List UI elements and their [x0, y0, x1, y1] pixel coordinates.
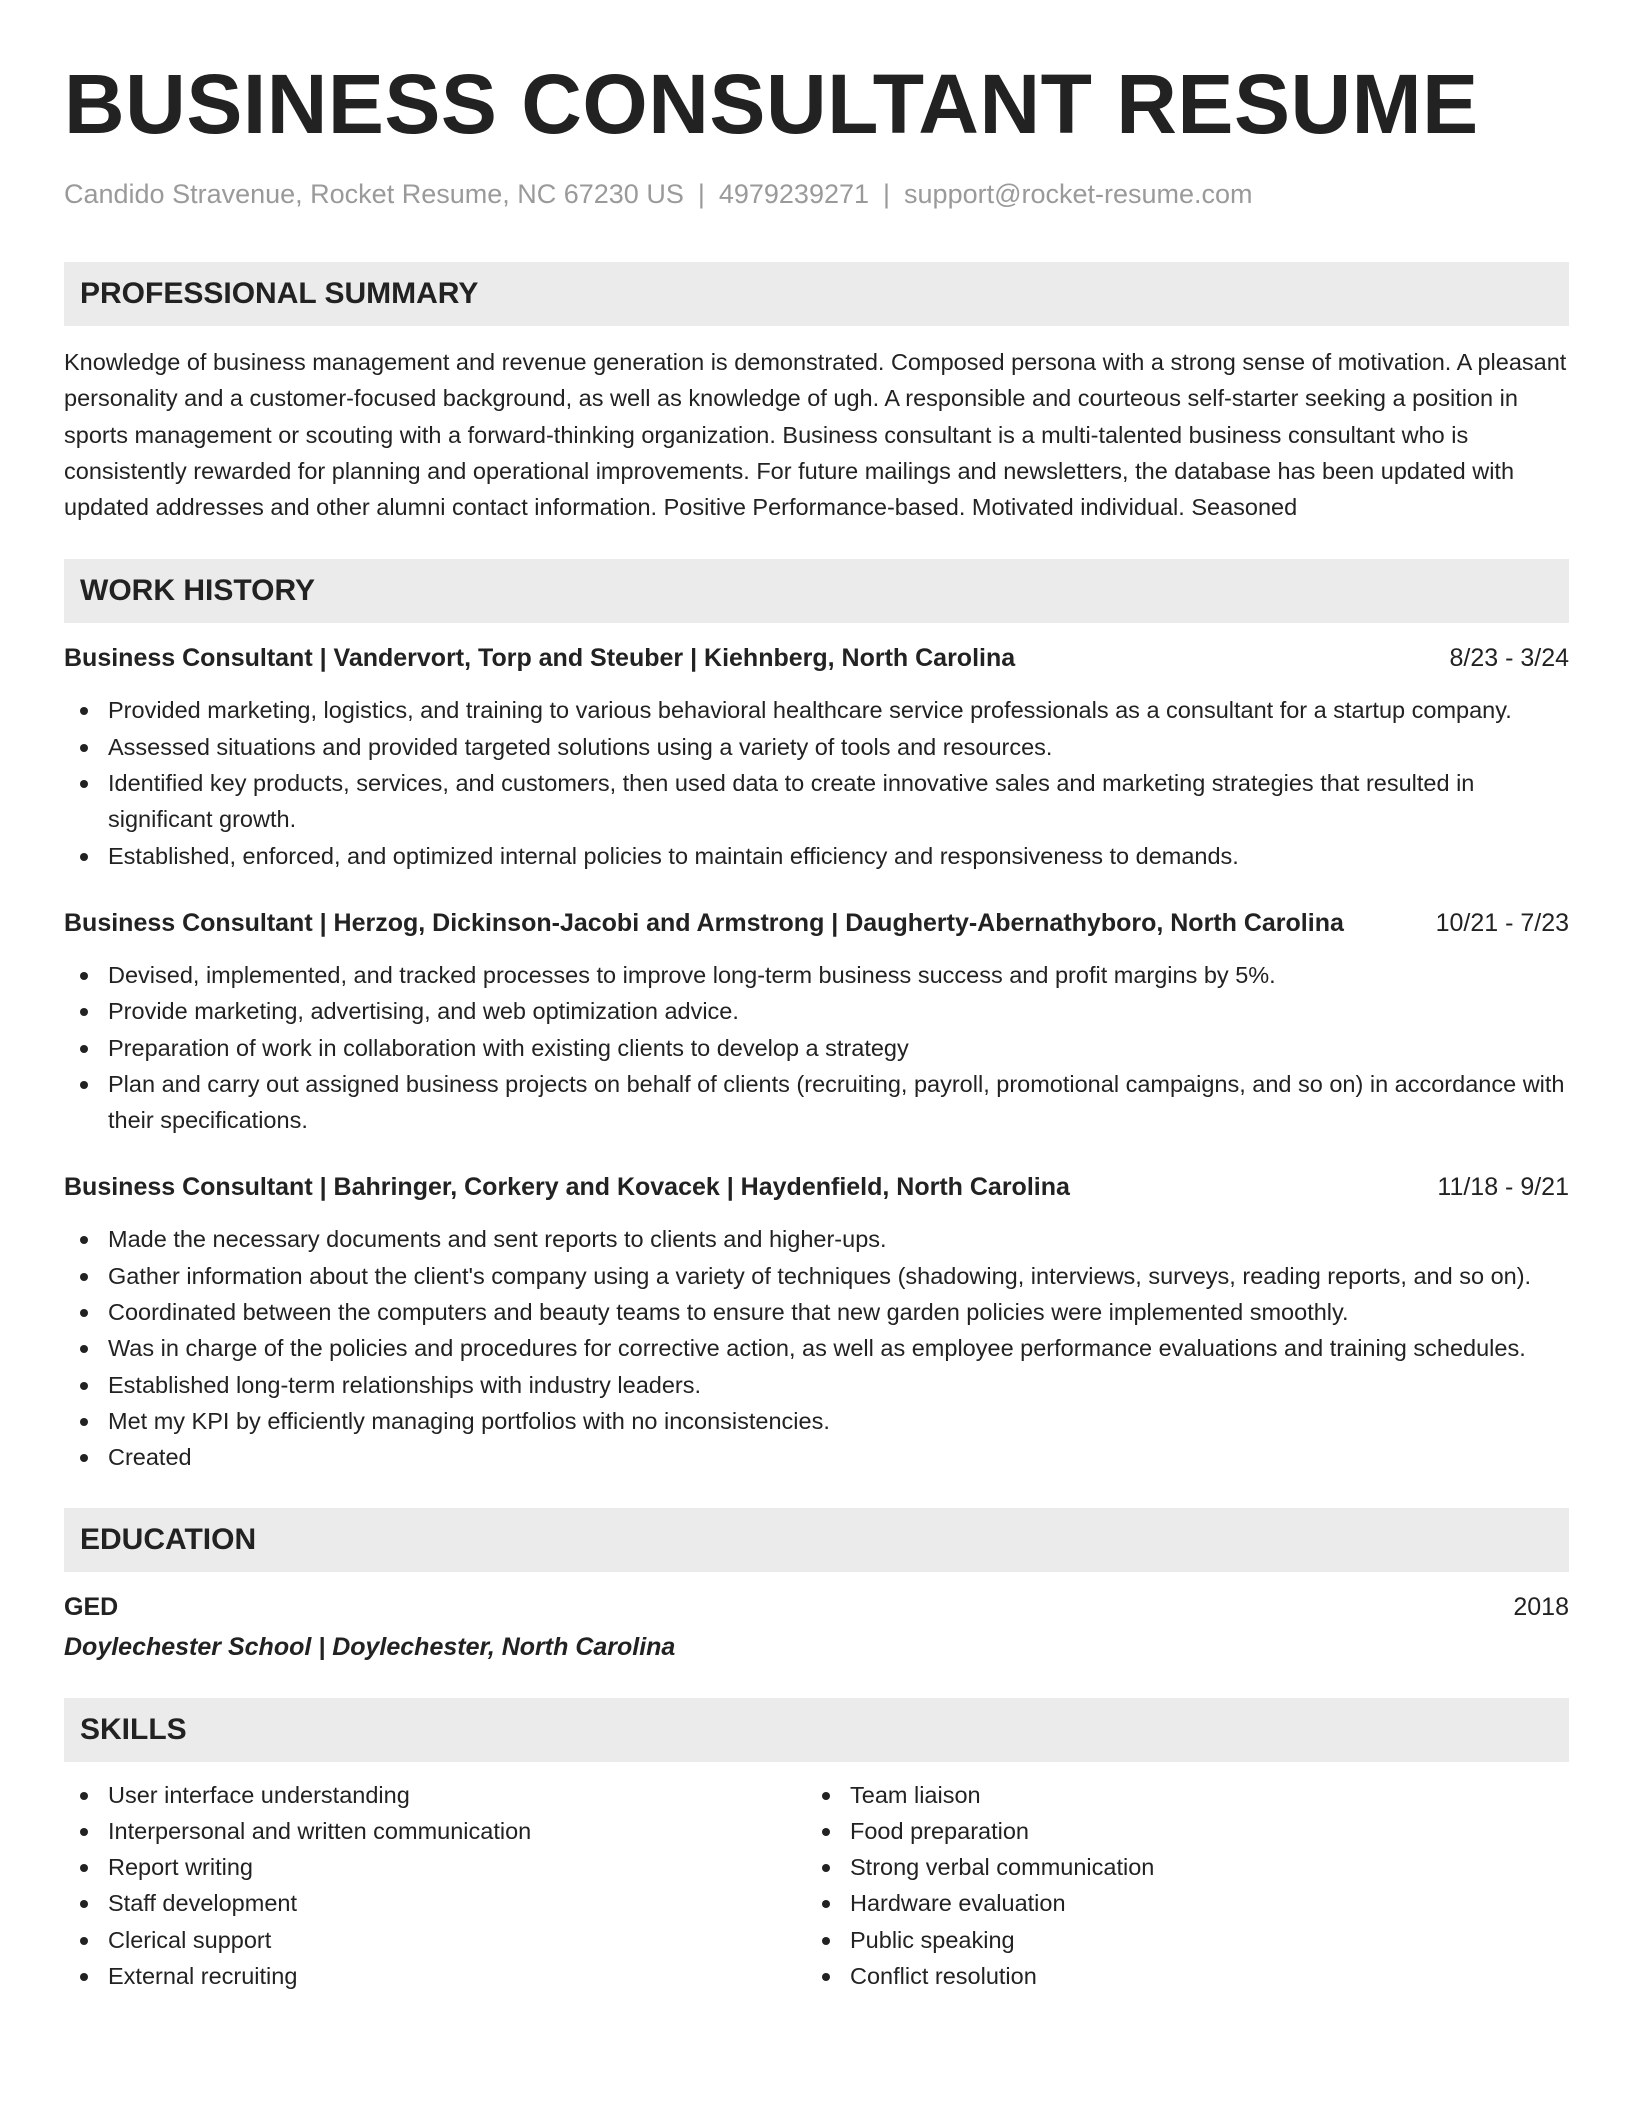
job-header: [64, 906, 1569, 940]
job-entry: [64, 641, 1569, 873]
job-bullet-list: [64, 1221, 1569, 1475]
summary-heading: PROFESSIONAL SUMMARY: [64, 262, 1569, 326]
skills-columns: [64, 1777, 1569, 1995]
skill-item: Hardware evaluation: [806, 1885, 1548, 1921]
skill-item: Clerical support: [64, 1922, 806, 1958]
summary-text: Knowledge of business management and revenue generation is demonstrated. Composed persona with a strong sense of motivation. A pleasant personality and a customer-focused background, as well as knowledge of ugh. A responsible and courteous self-starter seeking a position in sports management or scouting with a forward-thinking organization. Business consultant is a multi-talented business consultant who is consistently rewarded for planning and operational improvements. For future mailings and newsletters, the database has been updated with updated addresses and other alumni contact information. Positive Performance-based. Motivated individual. Seasoned: [64, 349, 1567, 521]
work-history-heading: WORK HISTORY: [64, 559, 1569, 623]
job-dates: 8/23 - 3/24: [1449, 644, 1569, 673]
skills-list: [64, 1777, 806, 1995]
contact-separator: |: [697, 179, 705, 209]
education-year: 2018: [1513, 1592, 1569, 1621]
skills-list: [806, 1777, 1548, 1995]
job-bullet: Provide marketing, advertising, and web optimization advice.: [64, 993, 1569, 1029]
education-header: [64, 1590, 1569, 1624]
skill-item: Food preparation: [806, 1813, 1548, 1849]
skill-item: Team liaison: [806, 1777, 1548, 1813]
job-dates: 11/18 - 9/21: [1437, 1173, 1569, 1202]
job-bullet-list: [64, 692, 1569, 873]
contact-separator: |: [883, 179, 891, 209]
job-header: [64, 1170, 1569, 1204]
skill-item: Report writing: [64, 1849, 806, 1885]
skills-column-right: [806, 1777, 1548, 1995]
job-bullet: Made the necessary documents and sent reports to clients and higher-ups.: [64, 1221, 1569, 1257]
skill-item: User interface understanding: [64, 1777, 806, 1813]
job-entry: [64, 1170, 1569, 1475]
job-title: Business Consultant | Vandervort, Torp and Steuber | Kiehnberg, North Carolina: [64, 644, 1016, 673]
page-title: BUSINESS CONSULTANT RESUME: [64, 57, 1479, 151]
contact-email: support@rocket-resume.com: [904, 179, 1253, 209]
skills-heading: SKILLS: [64, 1698, 1569, 1762]
skill-item: External recruiting: [64, 1958, 806, 1994]
job-bullet: Coordinated between the computers and beauty teams to ensure that new garden policies were implemented smoothly.: [64, 1294, 1569, 1330]
contact-line: [64, 178, 1569, 210]
job-bullet: Created: [64, 1439, 1569, 1475]
job-header: [64, 641, 1569, 675]
skills-column-left: [64, 1777, 806, 1995]
resume-page: [64, 58, 1569, 1994]
education-heading: EDUCATION: [64, 1508, 1569, 1572]
job-title: Business Consultant | Bahringer, Corkery and Kovacek | Haydenfield, North Carolina: [64, 1173, 1070, 1202]
skill-item: Interpersonal and written communication: [64, 1813, 806, 1849]
education-degree: GED: [64, 1592, 119, 1621]
job-bullet: Plan and carry out assigned business projects on behalf of clients (recruiting, payroll, promotional campaigns, and so on) in accordance with their specifications.: [64, 1066, 1569, 1139]
job-dates: 10/21 - 7/23: [1435, 908, 1569, 937]
skill-item: Staff development: [64, 1885, 806, 1921]
contact-phone: 4979239271: [718, 179, 870, 209]
job-bullet: Met my KPI by efficiently managing portfolios with no inconsistencies.: [64, 1403, 1569, 1439]
job-bullet: Assessed situations and provided targeted solutions using a variety of tools and resources.: [64, 729, 1569, 765]
job-title: Business Consultant | Herzog, Dickinson-Jacobi and Armstrong | Daugherty-Abernathyboro, North Carolina: [64, 908, 1344, 937]
job-bullet: Devised, implemented, and tracked processes to improve long-term business success and profit margins by 5%.: [64, 957, 1569, 993]
skill-item: Strong verbal communication: [806, 1849, 1548, 1885]
job-bullet: Identified key products, services, and customers, then used data to create innovative sales and marketing strategies that resulted in significant growth.: [64, 765, 1569, 838]
contact-address: Candido Stravenue, Rocket Resume, NC 67230 US: [64, 179, 684, 209]
job-bullet: Established long-term relationships with industry leaders.: [64, 1367, 1569, 1403]
job-bullet: Preparation of work in collaboration with existing clients to develop a strategy: [64, 1030, 1569, 1066]
skill-item: Conflict resolution: [806, 1958, 1548, 1994]
skill-item: Public speaking: [806, 1922, 1548, 1958]
job-bullet: Provided marketing, logistics, and training to various behavioral healthcare service professionals as a consultant for a startup company.: [64, 692, 1569, 728]
education-school: Doylechester School | Doylechester, North Carolina: [64, 1632, 676, 1661]
job-bullet: Established, enforced, and optimized internal policies to maintain efficiency and responsiveness to demands.: [64, 838, 1569, 874]
job-entry: [64, 906, 1569, 1138]
job-bullet: Gather information about the client's company using a variety of techniques (shadowing, interviews, surveys, reading reports, and so on).: [64, 1258, 1569, 1294]
job-bullet-list: [64, 957, 1569, 1138]
job-bullet: Was in charge of the policies and procedures for corrective action, as well as employee performance evaluations and training schedules.: [64, 1330, 1569, 1366]
